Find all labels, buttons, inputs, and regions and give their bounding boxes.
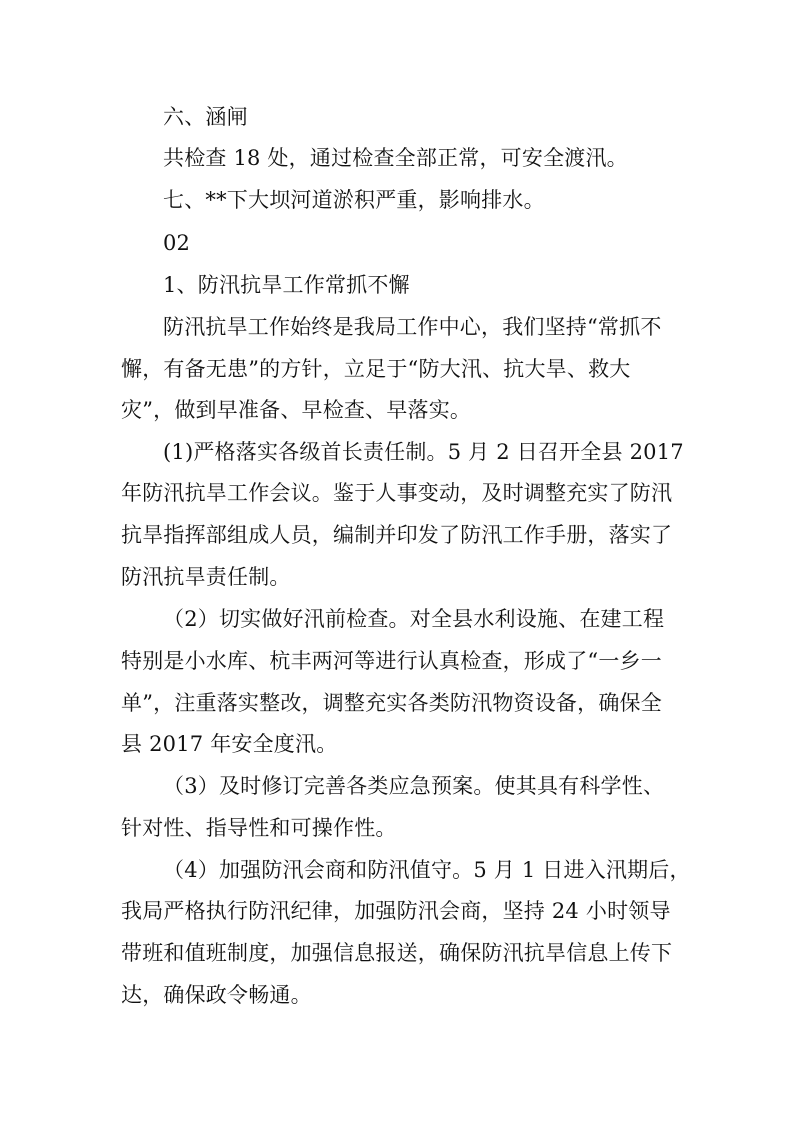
- item-1-line: 防汛抗旱责任制。: [121, 565, 291, 589]
- item-4-line: 带班和值班制度，加强信息报送，确保防汛抗旱信息上传下: [121, 941, 673, 965]
- body-line: 共检查 18 处，通过检查全部正常，可安全渡汛。: [163, 146, 628, 170]
- item-2-line: 县 2017 年安全度汛。: [121, 732, 338, 756]
- item-2-line: 单”，注重落实整改，调整充实各类防汛物资设备，确保全: [121, 691, 662, 715]
- subsection-heading: 1、防汛抗旱工作常抓不懈: [163, 273, 410, 297]
- item-1-line: 抗旱指挥部组成人员，编制并印发了防汛工作手册，落实了: [121, 523, 673, 547]
- item-3-line: （3）及时修订完善各类应急预案。使其具有科学性、: [163, 774, 665, 798]
- section-number: 02: [163, 231, 191, 255]
- section-heading-river: 七、**下大坝河道淤积严重，影响排水。: [163, 188, 545, 212]
- item-4-line: 达，确保政令畅通。: [121, 983, 312, 1007]
- item-3-line: 针对性、指导性和可操作性。: [121, 816, 397, 840]
- item-2-line: 特别是小水库、杭丰两河等进行认真检查，形成了“一乡一: [121, 649, 662, 673]
- item-1-line: (1)严格落实各级首长责任制。5 月 2 日召开全县 2017: [163, 440, 684, 464]
- paragraph-line: 防汛抗旱工作始终是我局工作中心，我们坚持“常抓不: [163, 315, 662, 339]
- section-heading-culverts: 六、涵闸: [163, 105, 248, 129]
- item-4-line: 我局严格执行防汛纪律，加强防汛会商，坚持 24 小时领导: [121, 899, 671, 923]
- paragraph-line: 懈，有备无患”的方针，立足于“防大汛、抗大旱、救大: [121, 357, 631, 381]
- item-2-line: （2）切实做好汛前检查。对全县水利设施、在建工程: [163, 607, 665, 631]
- item-1-line: 年防汛抗旱工作会议。鉴于人事变动，及时调整充实了防汛: [121, 481, 673, 505]
- paragraph-line: 灾”，做到早准备、早检查、早落实。: [121, 398, 472, 422]
- item-4-line: （4）加强防汛会商和防汛值守。5 月 1 日进入汛期后，: [163, 858, 691, 882]
